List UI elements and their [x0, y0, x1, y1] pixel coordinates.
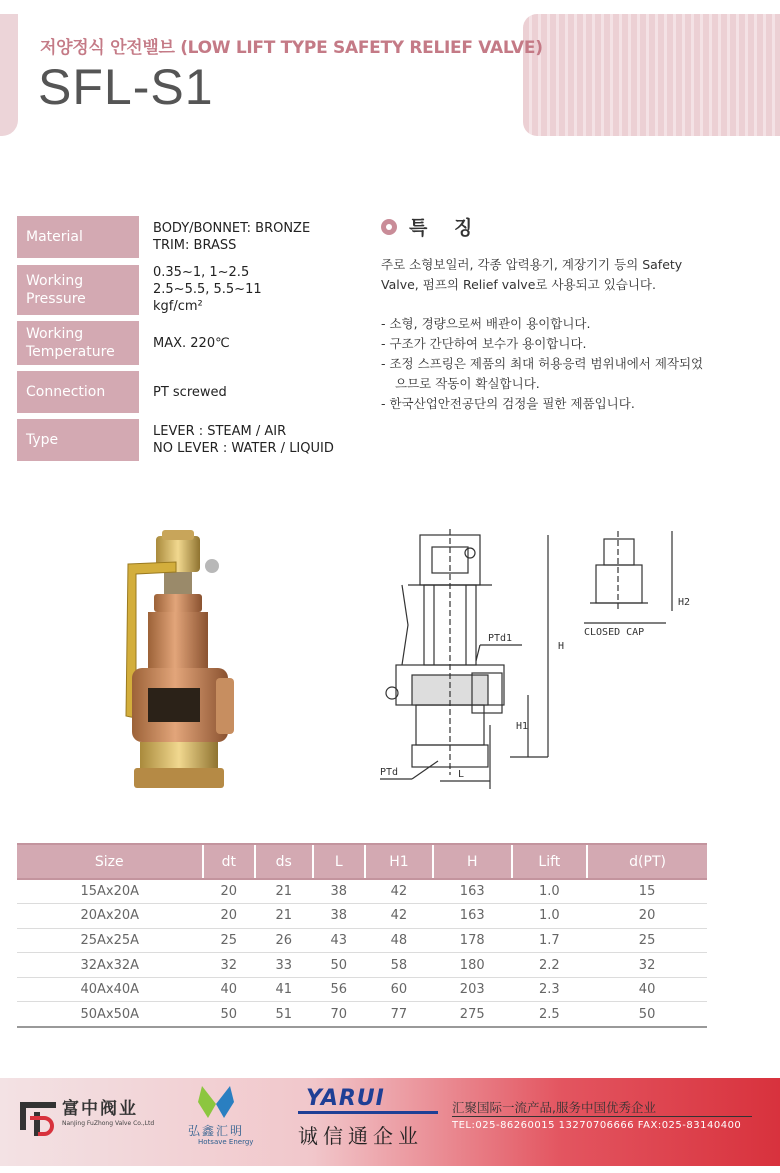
brand3-name: 诚信通企业	[298, 1124, 423, 1148]
spec-row-pressure	[17, 264, 357, 315]
features-title: 특 징	[409, 217, 483, 239]
list-item: - 조정 스프링은 제품의 최대 허용응력 범위내에서 제작되었으므로 작동이 확실합니다.	[381, 356, 704, 391]
table-cell: 2.5	[512, 1002, 588, 1027]
table-cell: 50	[587, 1002, 707, 1027]
footer-divider	[452, 1116, 752, 1117]
table-cell: 38	[313, 879, 365, 904]
table-cell: 51	[255, 1002, 313, 1027]
brand2-name: 弘鑫汇明	[188, 1124, 245, 1138]
brand1-name: 富中阀业	[62, 1099, 138, 1119]
model-title: SFL-S1	[38, 59, 214, 115]
label-h: H	[558, 641, 565, 652]
spec-value: 0.35~1, 1~2.5 2.5~5.5, 5.5~11 kgf/cm²	[153, 265, 262, 314]
list-item: - 소형, 경량으로써 배관이 용이합니다.	[381, 316, 591, 331]
table-body	[17, 879, 707, 1027]
table-cell: 50Ax50A	[17, 1002, 203, 1027]
features-heading	[381, 213, 482, 240]
table-cell: 163	[433, 879, 512, 904]
header-left-tab	[0, 14, 18, 136]
table-cell: 15	[587, 879, 707, 904]
label-h1: H1	[516, 721, 529, 732]
col-header: L	[313, 844, 365, 879]
table-header-row	[17, 844, 707, 879]
valve-technical-drawing	[372, 525, 702, 795]
table-cell: 25Ax25A	[17, 928, 203, 953]
label-l: L	[458, 769, 465, 780]
table-row	[17, 977, 707, 1002]
header-stripe-band	[523, 14, 780, 136]
table-cell: 2.3	[512, 977, 588, 1002]
spec-value: LEVER : STEAM / AIR NO LEVER : WATER / LIQUID	[153, 424, 334, 456]
spec-label: Working Temperature	[17, 321, 139, 365]
col-header: H	[433, 844, 512, 879]
table-row	[17, 928, 707, 953]
table-cell: 1.0	[512, 879, 588, 904]
table-cell: 20Ax20A	[17, 904, 203, 929]
table-cell: 43	[313, 928, 365, 953]
table-cell: 2.2	[512, 953, 588, 978]
table-cell: 15Ax20A	[17, 879, 203, 904]
table-cell: 1.7	[512, 928, 588, 953]
table-cell: 25	[203, 928, 255, 953]
table-cell: 60	[365, 977, 433, 1002]
label-ptd1: PTd1	[488, 633, 513, 644]
table-row	[17, 1002, 707, 1027]
table-cell: 56	[313, 977, 365, 1002]
brand3-logo: YARUI	[306, 1086, 385, 1111]
table-cell: 21	[255, 904, 313, 929]
col-header: Lift	[512, 844, 588, 879]
spec-row-type	[17, 419, 357, 461]
table-cell: 203	[433, 977, 512, 1002]
spec-label: Working Pressure	[17, 265, 139, 315]
closed-cap-label: CLOSED CAP	[584, 627, 645, 638]
spec-value: MAX. 220℃	[153, 335, 230, 351]
spec-label: Material	[17, 216, 139, 258]
brand2-subtitle: Hotsave Energy	[198, 1138, 254, 1146]
table-cell: 1.0	[512, 904, 588, 929]
table-cell: 38	[313, 904, 365, 929]
table-cell: 275	[433, 1002, 512, 1027]
table-cell: 50	[203, 1002, 255, 1027]
table-cell: 21	[255, 879, 313, 904]
features-intro: 주로 소형보일러, 각종 압력용기, 계장기기 등의 Safety Valve, 펌프의 Relief valve로 사용되고 있습니다.	[381, 257, 683, 292]
list-item: - 구조가 간단하여 보수가 용이합니다.	[381, 336, 587, 351]
table-cell: 40Ax40A	[17, 977, 203, 1002]
spec-label: Type	[17, 419, 139, 461]
table-cell: 50	[313, 953, 365, 978]
spec-table	[17, 216, 357, 467]
table-cell: 40	[587, 977, 707, 1002]
table-row	[17, 904, 707, 929]
table-cell: 33	[255, 953, 313, 978]
table-cell: 77	[365, 1002, 433, 1027]
spec-value: BODY/BONNET: BRONZE TRIM: BRASS	[153, 221, 311, 253]
table-cell: 48	[365, 928, 433, 953]
spec-value: PT screwed	[153, 384, 227, 400]
label-h2: H2	[678, 597, 691, 608]
spec-label: Connection	[17, 371, 139, 413]
table-cell: 20	[203, 904, 255, 929]
table-cell: 25	[587, 928, 707, 953]
brand1-subtitle: NanJing FuZhong Valve Co.,Ltd	[62, 1120, 155, 1127]
table-cell: 32Ax32A	[17, 953, 203, 978]
circle-bullet-icon	[381, 219, 397, 235]
table-cell: 163	[433, 904, 512, 929]
dimension-table	[17, 843, 707, 1028]
table-cell: 32	[203, 953, 255, 978]
fuzhong-logo-icon	[16, 1094, 60, 1138]
col-header: dt	[203, 844, 255, 879]
features-list	[381, 314, 711, 414]
list-item: - 한국산업안전공단의 검정을 필한 제품입니다.	[381, 396, 635, 411]
table-row	[17, 879, 707, 904]
brand3-underline	[298, 1111, 438, 1114]
label-ptd: PTd	[380, 767, 399, 778]
col-header: d(PT)	[587, 844, 707, 879]
col-header: H1	[365, 844, 433, 879]
footer-banner	[0, 1078, 780, 1166]
table-row	[17, 953, 707, 978]
valve-photo	[118, 528, 238, 790]
table-cell: 42	[365, 879, 433, 904]
col-header: ds	[255, 844, 313, 879]
product-subtitle: 저양정식 안전밸브 (LOW LIFT TYPE SAFETY RELIEF VALVE)	[40, 38, 543, 58]
table-cell: 58	[365, 953, 433, 978]
footer-slogan: 汇聚国际一流产品,服务中国优秀企业	[452, 1100, 656, 1115]
table-cell: 32	[587, 953, 707, 978]
table-cell: 26	[255, 928, 313, 953]
table-cell: 40	[203, 977, 255, 1002]
col-header: Size	[17, 844, 203, 879]
table-cell: 70	[313, 1002, 365, 1027]
table-cell: 20	[587, 904, 707, 929]
spec-row-temperature	[17, 321, 357, 365]
table-cell: 20	[203, 879, 255, 904]
spec-row-connection	[17, 371, 357, 413]
table-cell: 42	[365, 904, 433, 929]
footer-contact: TEL:025-86260015 13270706666 FAX:025-83140400	[452, 1120, 742, 1131]
hotsave-logo-icon	[196, 1082, 236, 1122]
table-cell: 41	[255, 977, 313, 1002]
spec-row-material	[17, 216, 357, 258]
table-cell: 178	[433, 928, 512, 953]
table-cell: 180	[433, 953, 512, 978]
